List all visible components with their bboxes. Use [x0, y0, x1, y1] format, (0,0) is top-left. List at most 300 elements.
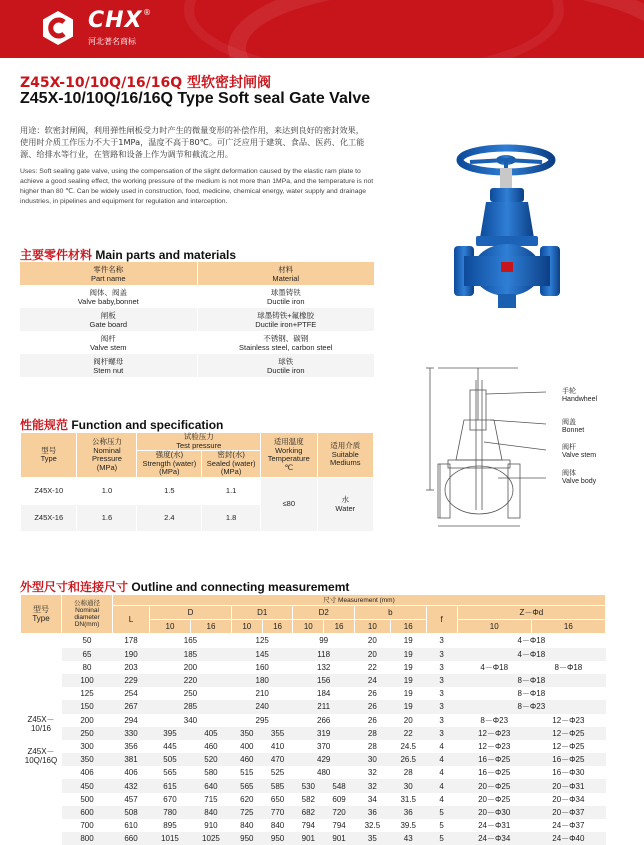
- table-row: [20, 331, 374, 354]
- dims-D1-10: 515: [240, 768, 254, 778]
- dims-type-label: 10Q/16Q: [24, 755, 58, 765]
- dims-f: 4: [426, 753, 457, 766]
- dims-D1-10: 840: [240, 821, 254, 831]
- dims-z-16: 24－Φ37: [552, 821, 585, 831]
- dims-header-p16: 16: [262, 620, 293, 634]
- dims-D-10: 395: [150, 727, 191, 740]
- dims-L: 610: [124, 821, 138, 831]
- func-header-strength-en: Strength (water): [142, 458, 197, 468]
- brand-logo-icon: [40, 10, 76, 46]
- func-header-strength-cn: 强度(水): [155, 450, 184, 460]
- dims-z-10: 20－Φ25: [478, 794, 511, 804]
- dims-L: 203: [124, 662, 138, 672]
- uses-description-en: Uses: Soft sealing gate valve, using the compensation of the slight deformation caused by the elastic ram plate to achieve a good sealing effect, the working pressure of the medium is not more than 1MPa, and the temperature is not higher than 80 ℃. Can be widely used in construction, food, medicine, chemical energy, water supply and drainage industries, in pipelines and equipment for regulation and interception.: [20, 168, 374, 205]
- parts-section-title-cn: 主要零件材料: [20, 248, 93, 262]
- func-np: 1.0: [77, 478, 137, 505]
- dims-L: 406: [124, 768, 138, 778]
- dims-section-title-en: Outline and connecting measurememt: [128, 580, 350, 594]
- dims-z-16: 12－Φ25: [531, 727, 605, 740]
- table-row: [20, 308, 374, 331]
- dims-D1-16: 840: [270, 821, 285, 831]
- parts-section-title-en: Main parts and materials: [92, 248, 237, 262]
- dims-b-16: 19: [403, 662, 413, 672]
- dims-D1: 210: [255, 689, 269, 699]
- dims-dn: 200: [80, 715, 94, 725]
- dims-f: 3: [426, 674, 457, 687]
- diagram-handwheel-cn: 手轮: [562, 388, 576, 395]
- dims-D1: 125: [255, 636, 269, 646]
- table-row: [21, 779, 606, 792]
- dims-D2-10: 582: [301, 794, 315, 804]
- dims-f: 3: [426, 727, 457, 740]
- table-row: [21, 819, 606, 832]
- dims-D-16: 405: [190, 727, 231, 740]
- dims-D-16: 1025: [190, 832, 231, 845]
- diagram-stem-cn: 阀杆: [562, 444, 576, 451]
- part-material-cn: 球铁: [278, 356, 294, 366]
- dims-dn: 65: [62, 648, 113, 661]
- dims-f: 5: [426, 832, 457, 845]
- dims-z-16: 20－Φ37: [531, 806, 605, 819]
- dims-type-label: Z45X－: [27, 714, 55, 724]
- table-row: [21, 832, 606, 845]
- dims-dn: 350: [62, 753, 113, 766]
- parts-header-name-en: Part name: [90, 273, 126, 283]
- function-table: [20, 432, 374, 532]
- diagram-stem-en: Valve stem: [562, 452, 597, 459]
- dims-D1: 295: [255, 715, 269, 725]
- dims-b-10: 28: [354, 727, 390, 740]
- dims-b-16: 43: [390, 832, 426, 845]
- dims-f: 4: [439, 741, 444, 751]
- dims-f: 5: [439, 821, 444, 831]
- dims-f: 3: [426, 700, 457, 713]
- dims-z: 4－Φ18: [457, 648, 605, 661]
- dims-header-dn-cn: 公称通径: [74, 600, 100, 608]
- func-seal: 1.1: [202, 478, 261, 505]
- func-header-temp-cn: 适用温度: [273, 437, 304, 446]
- dims-b-10: 35: [354, 832, 390, 845]
- table-row: [21, 793, 606, 806]
- parts-header-material-en: Material: [272, 273, 300, 283]
- dims-D2: 132: [317, 662, 331, 672]
- dims-z-10: 4－Φ18: [480, 662, 509, 672]
- dims-D: 340: [183, 715, 198, 725]
- dims-D-16: 460: [204, 741, 218, 751]
- dims-D1: 160: [255, 662, 269, 672]
- dims-dn: 500: [80, 794, 94, 804]
- dims-D-10: 670: [163, 794, 177, 804]
- part-name-en: Valve stem: [89, 342, 127, 352]
- uses-description-cn: 用途：软密封闸阀，利用弹性闸板受力时产生的微量变形的补偿作用，来达到良好的密封效果，使用时介质工作压力不大于1MPa，温度不高于80℃。可广泛应用于建筑、食品、医药、化工能源、给排水等行业，在管路和设备上作为调节和截流之用。: [20, 125, 365, 159]
- func-header-med-en2: Mediums: [330, 458, 361, 468]
- dims-b-10: 22: [367, 662, 377, 672]
- dims-b-10: 28: [367, 741, 377, 751]
- dims-D2-10: 682: [293, 806, 324, 819]
- dims-header-type-en: Type: [32, 614, 50, 624]
- dims-b-16: 26.5: [390, 753, 426, 766]
- func-strength: 1.5: [137, 478, 202, 505]
- table-row: [21, 634, 606, 648]
- dims-D-10: 565: [163, 768, 177, 778]
- dims-D-10: 445: [163, 741, 177, 751]
- func-medium-cn: 水: [341, 495, 350, 504]
- dims-z-16: 24－Φ40: [531, 832, 605, 845]
- dims-f: 3: [439, 662, 444, 672]
- parts-header-material-cn: 材料: [278, 264, 294, 274]
- dims-D1-10: 950: [231, 832, 262, 845]
- dims-L: 432: [113, 779, 150, 792]
- page-title-en: Z45X-10/10Q/16/16Q Type Soft seal Gate Valve: [20, 90, 371, 107]
- dims-D: 250: [183, 689, 198, 699]
- dims-D1-16: 470: [262, 753, 293, 766]
- dims-dn: 100: [62, 674, 113, 687]
- dims-D2: 99: [319, 636, 329, 646]
- dims-D2: 266: [317, 715, 331, 725]
- dims-header-p10: 10: [293, 620, 324, 634]
- dims-D-10: 615: [150, 779, 191, 792]
- dims-f: 5: [426, 806, 457, 819]
- dims-header-type-cn: 型号: [33, 605, 49, 615]
- dims-D2-16: 548: [324, 779, 355, 792]
- func-header-med-en: Suitable: [331, 449, 359, 459]
- dims-D-10: 505: [150, 753, 191, 766]
- parts-section-title: [20, 246, 236, 263]
- dims-b-10: 34: [367, 794, 377, 804]
- dims-D1-10: 565: [231, 779, 262, 792]
- dims-header-p10: 10: [457, 620, 531, 634]
- part-name-cn: 阀杆螺母: [93, 356, 124, 366]
- dims-f: 4: [439, 768, 444, 778]
- dims-b-16: 19: [403, 636, 413, 646]
- part-material-cn: 不锈钢、碳钢: [263, 333, 309, 343]
- dims-b-16: 22: [390, 727, 426, 740]
- table-row: [21, 700, 606, 713]
- dims-header-p10: 10: [354, 620, 390, 634]
- dims-b-16: 30: [390, 779, 426, 792]
- func-header-seal-en: Sealed (water): [206, 458, 256, 468]
- dims-z-16: 20－Φ34: [552, 794, 585, 804]
- parts-header-name-cn: 零件名称: [93, 264, 124, 274]
- func-header-type-en: Type: [40, 454, 57, 463]
- dims-D1-10: 620: [240, 794, 254, 804]
- dims-L: 508: [113, 806, 150, 819]
- header-wave-decoration: [184, 0, 564, 58]
- dims-z-10: 12－Φ23: [478, 741, 511, 751]
- dims-z-10: 20－Φ25: [457, 779, 531, 792]
- dims-D-10: 895: [163, 821, 177, 831]
- parts-header-row: [20, 262, 374, 285]
- table-row: [20, 285, 374, 308]
- part-name-cn: 阀体、阀盖: [89, 287, 127, 297]
- dims-z-16: 16－Φ25: [531, 753, 605, 766]
- dims-f: 3: [426, 648, 457, 661]
- dims-D2-16: 901: [324, 832, 355, 845]
- func-header-temp-en: Working: [275, 445, 303, 455]
- dims-dn: 300: [80, 741, 94, 751]
- diagram-label-body: [562, 470, 596, 486]
- table-row: [21, 740, 606, 753]
- func-header-tp-cn: 试验压力: [183, 432, 214, 442]
- dims-L: 356: [124, 741, 138, 751]
- dims-type-cell: [21, 634, 62, 845]
- dims-L: 254: [124, 689, 138, 699]
- dims-D1-16: 355: [262, 727, 293, 740]
- func-header-tp-en: Test pressure: [176, 440, 222, 450]
- dims-D1-16: 410: [270, 741, 285, 751]
- func-header-seal-cn: 密封(水): [217, 450, 245, 460]
- dims-D2-16: 794: [332, 821, 346, 831]
- dims-D2: 211: [293, 700, 355, 713]
- dims-header-row: [21, 595, 606, 606]
- dims-body: [21, 634, 606, 845]
- dims-z-10: 20－Φ30: [457, 806, 531, 819]
- dims-header-measurement: 尺寸 Measurement (mm): [113, 595, 606, 606]
- dims-b-16: 19: [390, 674, 426, 687]
- dims-D1-16: 770: [262, 806, 293, 819]
- dims-z-10: 16－Φ25: [478, 768, 511, 778]
- dims-D: 220: [150, 674, 232, 687]
- dims-D1: 145: [231, 648, 293, 661]
- table-row: [21, 478, 374, 505]
- dims-D-16: 640: [190, 779, 231, 792]
- dims-D1: 180: [231, 674, 293, 687]
- dims-b-16: 20: [403, 715, 413, 725]
- part-name-en: Stem nut: [93, 365, 124, 375]
- dims-dn: 50: [82, 636, 92, 646]
- dims-L: 178: [124, 636, 138, 646]
- table-row: [21, 727, 606, 740]
- func-header-np-cn: 公称压力: [91, 437, 122, 446]
- dims-D2-10: 794: [301, 821, 315, 831]
- dims-L: 660: [113, 832, 150, 845]
- dims-z-16: 8－Φ18: [554, 662, 583, 672]
- page-title-cn: Z45X-10/10Q/16/16Q 型软密封闸阀: [20, 75, 272, 91]
- dims-D-10: 780: [150, 806, 191, 819]
- dims-b-10: 24: [354, 674, 390, 687]
- dims-b-16: 19: [390, 648, 426, 661]
- dims-D2: 156: [293, 674, 355, 687]
- dims-header-D1: D1: [231, 606, 293, 620]
- dims-b-16: 19: [390, 700, 426, 713]
- function-section-title-cn: 性能规范: [20, 418, 69, 432]
- diagram-label-stem: [562, 444, 596, 460]
- dims-D-16: 520: [190, 753, 231, 766]
- dims-L: 267: [113, 700, 150, 713]
- table-row: [21, 806, 606, 819]
- diagram-bonnet-cn: 阀盖: [562, 419, 576, 426]
- dims-b-10: 26: [367, 689, 377, 699]
- dims-type-label: 10/16: [30, 723, 52, 733]
- brand-subtitle: 河北著名商标: [88, 37, 136, 46]
- dims-header-p16: 16: [390, 620, 426, 634]
- dims-D-16: 840: [190, 806, 231, 819]
- diagram-label-handwheel: [562, 388, 597, 404]
- dims-dn: 600: [62, 806, 113, 819]
- part-material-cn: 球墨铸铁: [270, 287, 301, 297]
- dims-header-L: L: [113, 606, 150, 634]
- part-material-en: Stainless steel, carbon steel: [239, 342, 333, 352]
- dims-z-10: 24－Φ31: [478, 821, 511, 831]
- dims-b-10: 20: [367, 636, 377, 646]
- dims-header-p16: 16: [324, 620, 355, 634]
- part-name-en: Valve baby,bonnet: [77, 296, 139, 306]
- dims-f: 4: [426, 779, 457, 792]
- dims-header-dn-unit: DN(mm): [74, 621, 100, 629]
- dims-L: 229: [113, 674, 150, 687]
- dims-dn: 800: [62, 832, 113, 845]
- dims-D2-16: 609: [332, 794, 346, 804]
- dims-z-10: 12－Φ23: [457, 727, 531, 740]
- dims-dn: 450: [62, 779, 113, 792]
- dims-D1-16: 585: [262, 779, 293, 792]
- diagram-label-bonnet: [562, 419, 584, 435]
- dims-D1-16: 950: [262, 832, 293, 845]
- dims-f: 3: [439, 636, 444, 646]
- dims-dn: 406: [80, 768, 94, 778]
- diagram-body-cn: 阀体: [562, 470, 576, 477]
- dims-D: 165: [183, 636, 198, 646]
- dims-D-10: 1015: [150, 832, 191, 845]
- part-material-en: Ductile iron: [266, 365, 305, 375]
- func-header-np-unit: (MPa): [96, 462, 118, 472]
- dims-b-16: 28: [403, 768, 413, 778]
- table-row: [21, 674, 606, 687]
- part-material-en: Ductile iron+PTFE: [255, 319, 317, 329]
- dims-D-16: 580: [204, 768, 218, 778]
- table-row: [21, 714, 606, 727]
- dims-header-zd: Z－Φd: [457, 606, 605, 620]
- parts-table: [20, 262, 374, 377]
- dims-D1-16: 525: [270, 768, 285, 778]
- part-material-cn: 球墨铸铁+氟橡胶: [257, 310, 315, 320]
- dims-D2-16: 720: [324, 806, 355, 819]
- table-row: [21, 766, 606, 779]
- part-name-cn: 阀杆: [100, 333, 116, 343]
- table-row: [20, 354, 374, 377]
- part-material-en: Ductile iron: [266, 296, 305, 306]
- dims-z-10: 8－Φ23: [480, 715, 509, 725]
- dims-z-16: 12－Φ25: [552, 741, 585, 751]
- func-header-np-en: Nominal Pressure: [91, 445, 122, 463]
- dims-D1-16: 650: [270, 794, 285, 804]
- dims-header-p16: 16: [190, 620, 231, 634]
- dims-L: 294: [124, 715, 138, 725]
- dims-b-10: 20: [354, 648, 390, 661]
- dims-b-10: 30: [354, 753, 390, 766]
- dims-z: 8－Φ23: [457, 700, 605, 713]
- dims-L: 457: [124, 794, 138, 804]
- dims-dn: 150: [62, 700, 113, 713]
- dims-type-label: Z45X－: [27, 746, 55, 756]
- dims-dn: 700: [80, 821, 94, 831]
- dims-b-16: 39.5: [400, 821, 417, 831]
- func-header-temp-en2: Temperature: [267, 454, 310, 463]
- func-header-strength-unit: (MPa): [159, 467, 180, 477]
- dims-dn: 250: [62, 727, 113, 740]
- diagram-body-en: Valve body: [562, 478, 597, 485]
- brand-name: CHX: [88, 8, 143, 33]
- dims-D2: 429: [293, 753, 355, 766]
- valve-section-diagram: [418, 360, 548, 530]
- dims-b-10: 26: [367, 715, 377, 725]
- dims-D-16: 910: [204, 821, 218, 831]
- func-temp: ≤80: [261, 478, 317, 532]
- dims-D1: 240: [231, 700, 293, 713]
- dims-z-10: 24－Φ34: [457, 832, 531, 845]
- dims-D2-10: 530: [293, 779, 324, 792]
- dims-dn: 80: [82, 662, 92, 672]
- dims-b-16: 24.5: [400, 741, 417, 751]
- dims-b-16: 36: [390, 806, 426, 819]
- function-section-title: [20, 416, 223, 433]
- dims-D-16: 715: [204, 794, 218, 804]
- dims-b-10: 26: [354, 700, 390, 713]
- dims-z: 8－Φ18: [517, 689, 546, 699]
- dims-b-10: 32: [354, 779, 390, 792]
- dims-D1-10: 460: [231, 753, 262, 766]
- brand-registered: ®: [143, 8, 151, 17]
- dims-z: 4－Φ18: [517, 636, 546, 646]
- dims-D2: 319: [293, 727, 355, 740]
- func-seal: 1.8: [202, 505, 261, 532]
- dims-section-title: [20, 578, 349, 595]
- func-type: Z45X-16: [21, 505, 77, 532]
- dims-b-10: 32.5: [364, 821, 381, 831]
- dims-b-10: 36: [354, 806, 390, 819]
- dims-D1-10: 725: [231, 806, 262, 819]
- dims-b-16: 19: [403, 689, 413, 699]
- func-medium-en: Water: [335, 503, 356, 513]
- function-header-row: [21, 433, 374, 451]
- function-section-title-en: Function and specification: [68, 418, 224, 432]
- part-name-en: Gate board: [89, 319, 128, 329]
- dims-D2: 184: [317, 689, 331, 699]
- diagram-bonnet-en: Bonnet: [562, 427, 585, 434]
- table-row: [21, 648, 606, 661]
- dims-D: 200: [183, 662, 198, 672]
- dims-D: 285: [150, 700, 232, 713]
- dims-f: 4: [439, 794, 444, 804]
- diagram-handwheel-en: Handwheel: [562, 396, 598, 403]
- brand-header: [0, 0, 644, 58]
- func-header-seal-unit: (MPa): [220, 467, 242, 477]
- dims-D2: 480: [317, 768, 331, 778]
- table-row: [21, 661, 606, 674]
- dims-type-spacer: [21, 733, 62, 747]
- func-type: Z45X-10: [21, 478, 77, 505]
- dims-L: 330: [113, 727, 150, 740]
- dims-header-p10: 10: [150, 620, 191, 634]
- dims-header-D2: D2: [293, 606, 355, 620]
- func-strength: 2.4: [137, 505, 202, 532]
- dims-header-b: b: [354, 606, 426, 620]
- dims-f: 3: [439, 689, 444, 699]
- dims-header-dn-en2: diameter: [74, 614, 100, 622]
- dims-L: 190: [113, 648, 150, 661]
- dims-z: 8－Φ18: [457, 674, 605, 687]
- dims-z-10: 16－Φ25: [457, 753, 531, 766]
- func-header-temp-unit: ℃: [284, 462, 294, 472]
- dims-b-10: 32: [367, 768, 377, 778]
- dims-b-16: 31.5: [400, 794, 417, 804]
- dims-header-p10: 10: [231, 620, 262, 634]
- func-header-type-cn: 型号: [41, 445, 57, 455]
- valve-photo: [446, 138, 606, 330]
- dims-z-16: 16－Φ30: [552, 768, 585, 778]
- func-header-med-cn: 适用介质: [330, 441, 361, 451]
- dims-f: 3: [439, 715, 444, 725]
